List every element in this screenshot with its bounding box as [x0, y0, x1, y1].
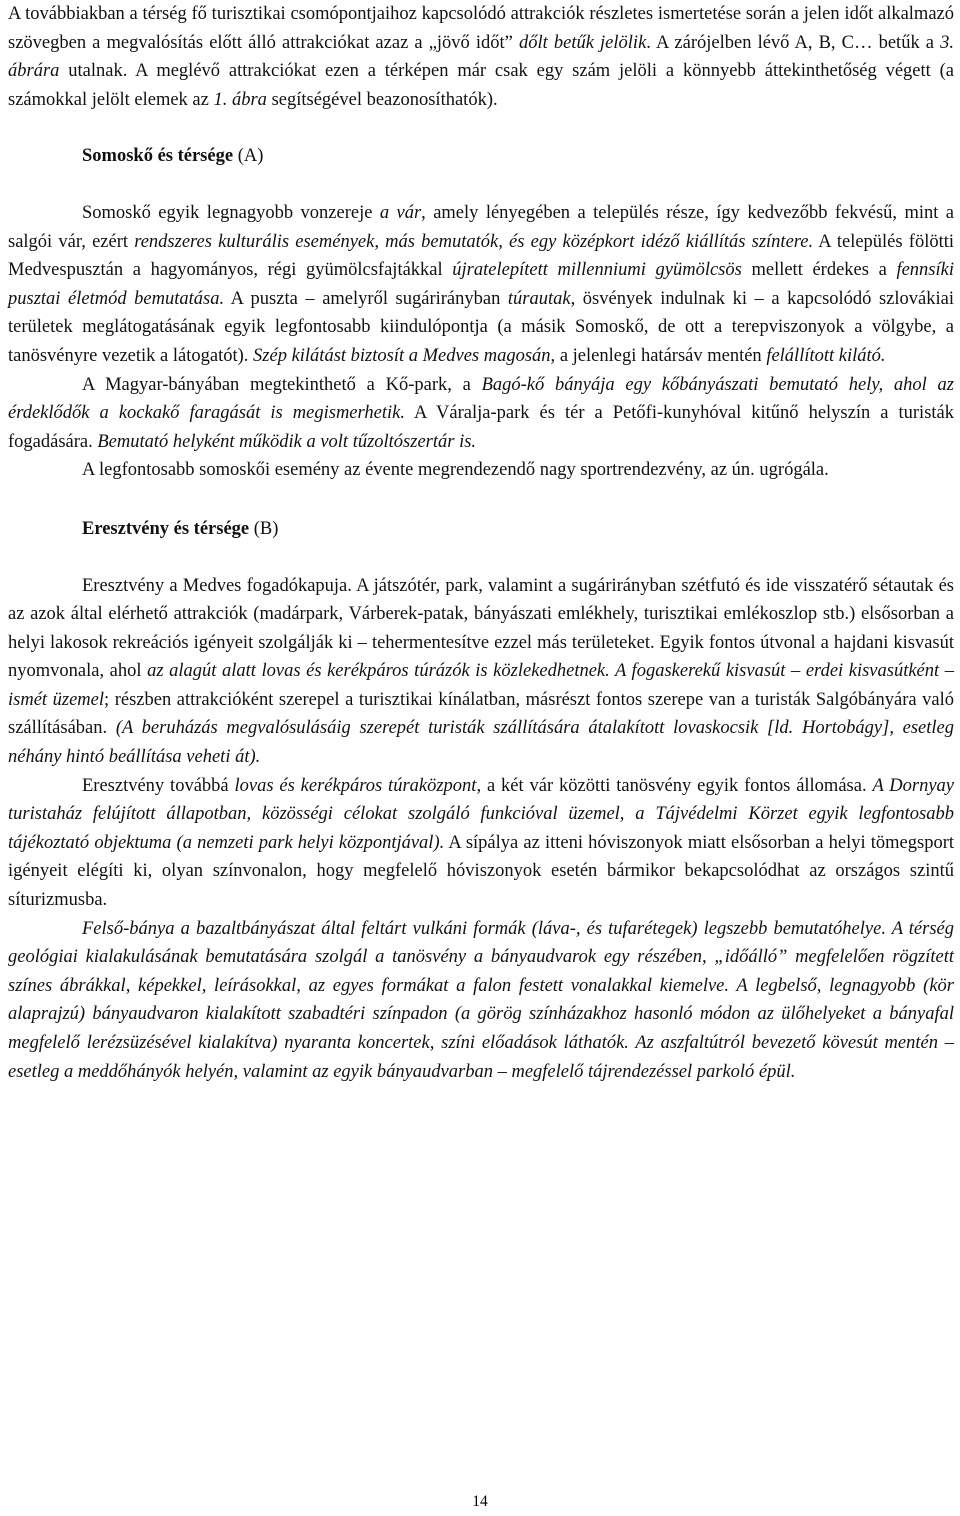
page-number: 14: [472, 1493, 488, 1510]
intro-paragraph: [8, 0, 954, 114]
italic-text-run: 3. ábrára: [8, 32, 954, 82]
text-run: utalnak. A meglévő attrakciókat ezen a térképen már csak egy szám jelöli a könnyebb áttekinthetőség végett (a számokkal jelölt elemek az: [8, 61, 954, 110]
text-run: A Magyar-bányában megtekinthető a Kő-park, a: [82, 374, 482, 395]
text-run: A továbbiakban a térség fő turisztikai csomópontjaihoz kapcsolódó attrakciók részletes ismertetése során a jelen időt alkalmazó szövegben a megvalósítás előtt álló attrakciókat azaz a „jövő időt”: [8, 4, 954, 53]
section-a-tag: (A): [233, 146, 264, 167]
text-run: mellett érdekes a: [741, 260, 897, 281]
body-paragraph: [8, 199, 954, 371]
text-run: , amely lényegében a település része, így kedvezőbb fekvésű, mint a salgói vár, ezért: [8, 202, 954, 252]
italic-text-run: felállított kilátó.: [766, 345, 886, 366]
text-run: , a két vár közötti tanösvény egyik fontos állomása.: [476, 775, 873, 796]
section-a-body: [8, 199, 954, 485]
section-b-title: Eresztvény és térsége: [82, 518, 250, 539]
body-paragraph: [8, 915, 954, 1087]
text-run: Eresztvény a Medves fogadókapuja. A játszótér, park, valamint a sugárirányban szétfutó és ide visszatérő sétautak és az azok által elérhető attrakciók (madárpark, Várberek-patak, bányászati emlékhely, turisztikai emlékoszlop stb.) elsősorban a helyi lakosok rekreációs igényeit szolgálják ki – tehermentesítve ezzel más területeket. Egyik fontos útvonal a hajdani kisvasút nyomvonala, ahol: [8, 575, 954, 682]
italic-text-run: A Dornyay turistaház felújított állapotban, közösségi célokat szolgáló funkcióval üzemel, a Tájvédelmi Körzet egyik legfontosabb tájékoztató objektuma (a nemzeti park helyi központjával).: [8, 775, 955, 853]
text-run: A sípálya az itteni hóviszonyok miatt elsősorban a helyi tömegsport igényeit elégíti ki, olyan színvonalon, hogy megfelelő hóviszonyok esetén bármikor bekapcsolódhat az országos szintű síturizmusba.: [8, 832, 954, 911]
body-paragraph: [8, 456, 954, 485]
italic-text-run: lovas és kerékpáros túraközpont: [234, 775, 477, 796]
italic-text-run: Felső-bánya a bazaltbányászat által feltárt vulkáni formák (láva-, és tufarétegek) legszebb bemutatóhelye. A térség geológiai kialakulásának bemutatására szolgál a tanösvény a bányaudvarok egy részében, „időálló” megfelelően rögzített színes ábrákkal, képekkel, leírásokkal, az egyes formákat a falon festett vonalakkal kiemelve. A legbelső, legnagyobb (kör alaprajzú) bányaudvaron kialakított szabadtéri színpadon (a görög színházakhoz hasonló módon az ülőhelyeket a bányafal megfelelő lerézsüzésével kialakítva) nyaranta koncertek, színi előadások láthatók. Az aszfaltútról bevezető kövesút mentén – esetleg a meddőhányók helyén, valamint az egyik bányaudvarban – megfelelő tájrendezéssel parkoló épül.: [8, 918, 954, 1082]
section-b-body: [8, 572, 954, 1087]
text-run: segítségével beazonosíthatók).: [266, 89, 498, 110]
text-run: Eresztvény továbbá: [82, 775, 235, 796]
text-run: A puszta – amelyről sugárirányban: [224, 288, 508, 309]
section-b-heading: [82, 515, 954, 544]
text-run: Somoskő egyik legnagyobb vonzereje: [82, 202, 380, 223]
body-paragraph: [8, 772, 954, 915]
italic-text-run: az alagút alatt lovas és kerékpáros túrázók is közlekedhetnek. A fogaskerekű kisvasút – erdei kisvasútként – ismét üzemel: [8, 661, 954, 710]
section-a-heading: [82, 142, 954, 171]
italic-text-run: Bagó-kő bányája egy kőbányászati bemutató hely, ahol az érdeklődők a kockakő faragását is megismerhetik.: [8, 374, 954, 424]
body-paragraph: [8, 572, 954, 772]
italic-text-run: (A beruházás megvalósulásáig szerepét turisták szállítására átalakított lovaskocsik [ld. Hortobágy], esetleg néhány hintó beállítása veheti át).: [8, 718, 955, 768]
section-b-tag: (B): [249, 518, 279, 539]
text-run: A település fölötti Medvespusztán a hagyományos, régi gyümölcsfajtákkal: [8, 231, 955, 281]
italic-text-run: újratelepített millenniumi gyümölcsös: [452, 260, 742, 281]
text-run: a jelenlegi határsáv mentén: [555, 345, 767, 366]
text-run: ; részben attrakcióként szerepel a turisztikai kínálatban, másrészt fontos szerepe van a turisták Salgóbányára való szállításában.: [8, 689, 954, 739]
italic-text-run: túrautak: [507, 288, 571, 309]
italic-text-run: Bemutató helyként működik a volt tűzoltószertár is.: [97, 431, 477, 452]
italic-text-run: rendszeres kulturális események, más bemutatók, és egy középkort idéző kiállítás színtere.: [134, 231, 814, 252]
italic-text-run: Szép kilátást biztosít a Medves magosán,: [253, 345, 556, 366]
text-run: A Váralja-park és tér a Petőfi-kunyhóval kitűnő helyszín a turisták fogadására.: [8, 403, 954, 452]
italic-text-run: fennsíki pusztai életmód bemutatása.: [8, 260, 954, 309]
section-a-title: Somoskő és térsége: [82, 146, 234, 167]
text-run: , ösvények indulnak ki – a kapcsolódó szlovákiai területek meglátogatásának egyik legfontosabb kiindulópontja (a másik Somoskő, de ott a terepviszonyok a völgybe, a tanösvényre vezetik a látogatót).: [8, 288, 954, 366]
italic-text-run: dőlt betűk jelölik: [519, 32, 647, 53]
italic-text-run: 1. ábra: [213, 89, 267, 110]
text-run: A legfontosabb somoskői esemény az évente megrendezendő nagy sportrendezvény, az ún. ugrógála.: [82, 460, 829, 481]
body-paragraph: [8, 371, 954, 457]
text-run: . A zárójelben lévő A, B, C… betűk a: [646, 32, 941, 53]
italic-text-run: a vár: [379, 202, 422, 223]
